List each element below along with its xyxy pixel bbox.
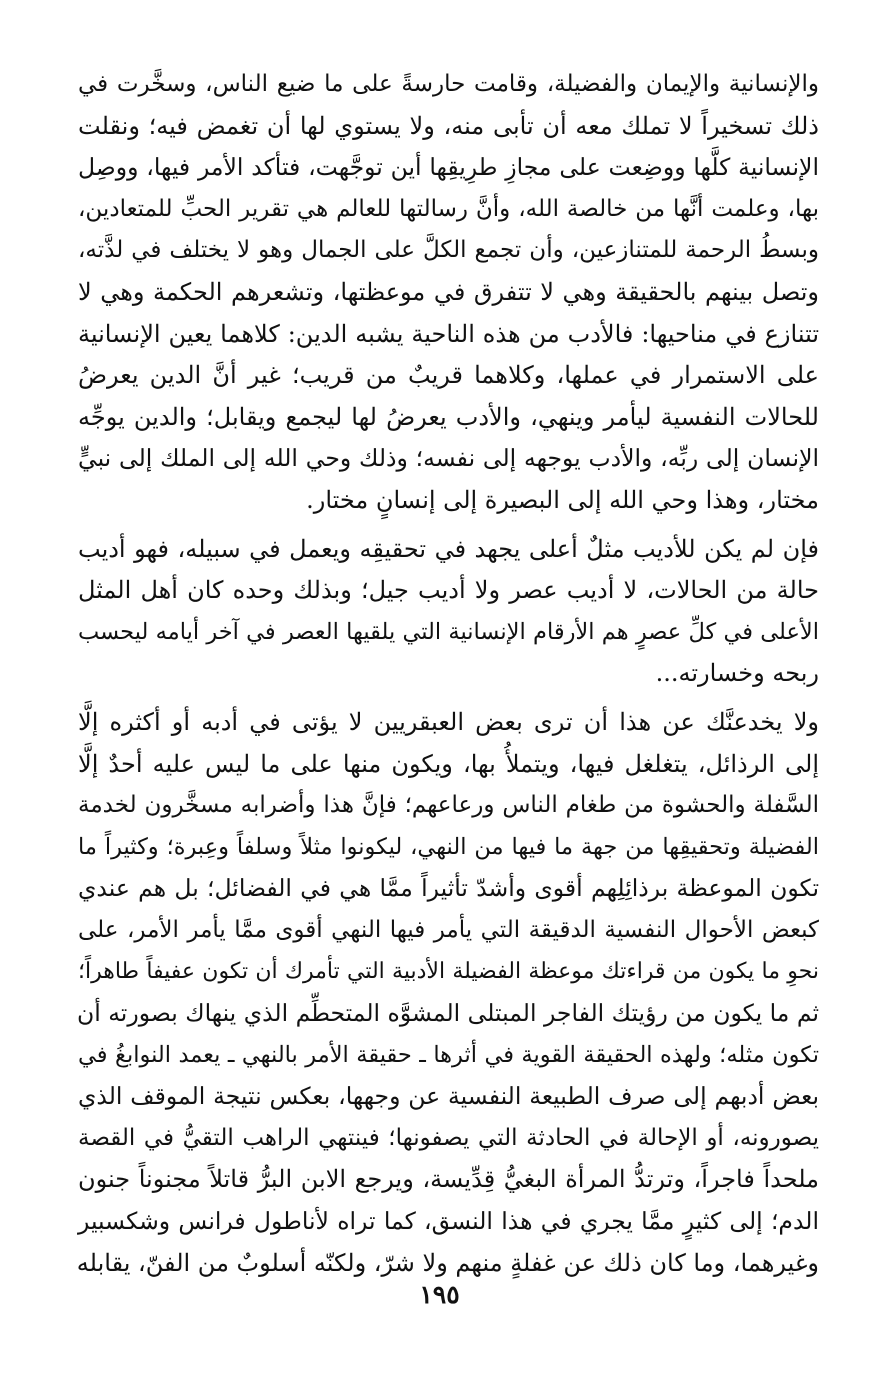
text-line: الفضيلة وتحقيقِها من جهة ما فيها من النهي، ليكونوا مثلاً وسلفاً وعِبرة؛ وكثيراً ما xyxy=(78,833,819,860)
page-number: ١٩٥ xyxy=(419,1280,460,1309)
text-line: تتنازع في مناحيها: فالأدب من هذه الناحية يشبه الدين: كلاهما يعين الإنسانية xyxy=(78,319,819,348)
paragraph-2 xyxy=(78,529,819,695)
text-line: إلى الرذائل، يتغلغل فيها، ويتملأُ بها، ويكون منها على ما ليس عليه أحدٌ إلَّا xyxy=(78,749,819,778)
text-line: مختار، وهذا وحي الله إلى البصيرة إلى إنسانٍ مختار. xyxy=(306,485,819,514)
paragraph-1 xyxy=(78,64,819,522)
body-text xyxy=(78,64,819,1284)
text-line: الأعلى في كلِّ عصرٍ هم الأرقام الإنسانية التي يلقيها العصر في آخر أيامه ليحسب xyxy=(78,618,819,645)
text-line: وغيرهما، وما كان ذلك عن غفلةٍ منهم ولا شرّ، ولكنّه أسلوبٌ من الفنّ، يقابله xyxy=(76,1248,819,1277)
text-line: الدم؛ إلى كثيرٍ ممَّا يجري في هذا النسق، كما تراه لأناطول فرانس وشكسبير xyxy=(78,1207,819,1236)
text-line: ذلك تسخيراً لا تملك معه أن تأبى منه، ولا يستوي لها أن تغمض فيه؛ ونقلت xyxy=(78,111,819,140)
text-line: نحوِ ما يكون من قراءتك موعظة الفضيلة الأدبية التي تأمرك أن تكون عفيفاً طاهراً؛ xyxy=(78,959,819,985)
text-line: الإنسان إلى ربِّه، والأدب يوجهه إلى نفسه؛ وذلك وحي الله إلى الملك إلى نبيٍّ xyxy=(78,444,819,473)
text-line: الإنسانية كلَّها ووضِعت على مجازِ طرِيقِها أين توجَّهت، فتأكد الأمر فيها، ووصِل xyxy=(78,153,819,182)
text-line: يصورونه، أو الإحالة في الحادثة التي يصفونها؛ فينتهي الراهب التقيُّ في القصة xyxy=(78,1124,819,1151)
text-line: ولا يخدعنَّك عن هذا أن ترى بعض العبقريين لا يؤتى في أدبه أو أكثره إلَّا xyxy=(78,707,819,736)
text-line: تكون مثله؛ ولهذه الحقيقة القوية في أثرها ـ حقيقة الأمر بالنهي ـ يعمد النوابغُ في xyxy=(78,1041,819,1068)
text-line: بها، وعلمت أنَّها من خالصة الله، وأنَّ رسالتها للعالم هي تقرير الحبِّ للمتعادين، xyxy=(78,195,819,222)
text-line: وتصل بينهم بالحقيقة وهي لا تتفرق في موعظتها، وتشعرهم الحكمة وهي لا xyxy=(78,277,819,306)
text-line: تكون الموعظة برذائِلِهم أقوى وأشدّ تأثيراً ممَّا هي في الفضائل؛ بل هم عندي xyxy=(78,874,819,903)
text-line: حالة من الحالات، لا أديب عصر ولا أديب جيل؛ وبذلك وحده كان أهل المثل xyxy=(78,576,819,605)
text-line: وبسطُ الرحمة للمتنازعين، وأن تجمع الكلَّ على الجمال وهو لا يختلف في لذَّته، xyxy=(78,237,819,264)
text-line: فإن لم يكن للأديب مثلٌ أعلى يجهد في تحقيقِه ويعمل في سبيله، فهو أديب xyxy=(78,534,819,563)
text-line: للحالات النفسية ليأمر وينهي، والأدب يعرضُ لها ليجمع ويقابل؛ والدين يوجِّه xyxy=(78,402,819,431)
text-line: على الاستمرار في عملها، وكلاهما قريبٌ من قريب؛ غير أنَّ الدين يعرضُ xyxy=(78,361,820,390)
text-line: السَّفلة والحشوة من طغام الناس ورعاعهم؛ فإنَّ هذا وأضرابه مسخَّرون لخدمة xyxy=(78,792,819,819)
text-line: كبعض الأحوال النفسية الدقيقة التي يأمر فيها النهي أقوى ممَّا يأمر الأمر، على xyxy=(78,916,819,943)
paragraph-3 xyxy=(78,702,819,1284)
text-line: ثم ما يكون من رؤيتك الفاجر المبتلى المشوَّه المتحطِّم الذي ينهاك بصورته أن xyxy=(76,999,819,1028)
text-line: ملحداً فاجراً، وترتدُّ المرأة البغيُّ قِدِّيسة، ويرجع الابن البرُّ قاتلاً مجنوناً جنون xyxy=(78,1165,819,1194)
text-line: ربحه وخسارته... xyxy=(655,659,819,688)
text-line: بعض أدبهم إلى صرف الطبيعة النفسية عن وجهها، بعكس نتيجة الموقف الذي xyxy=(78,1082,819,1111)
text-line: والإنسانية والإيمان والفضيلة، وقامت حارسةً على ما ضيع الناس، وسخَّرت في xyxy=(78,71,819,97)
